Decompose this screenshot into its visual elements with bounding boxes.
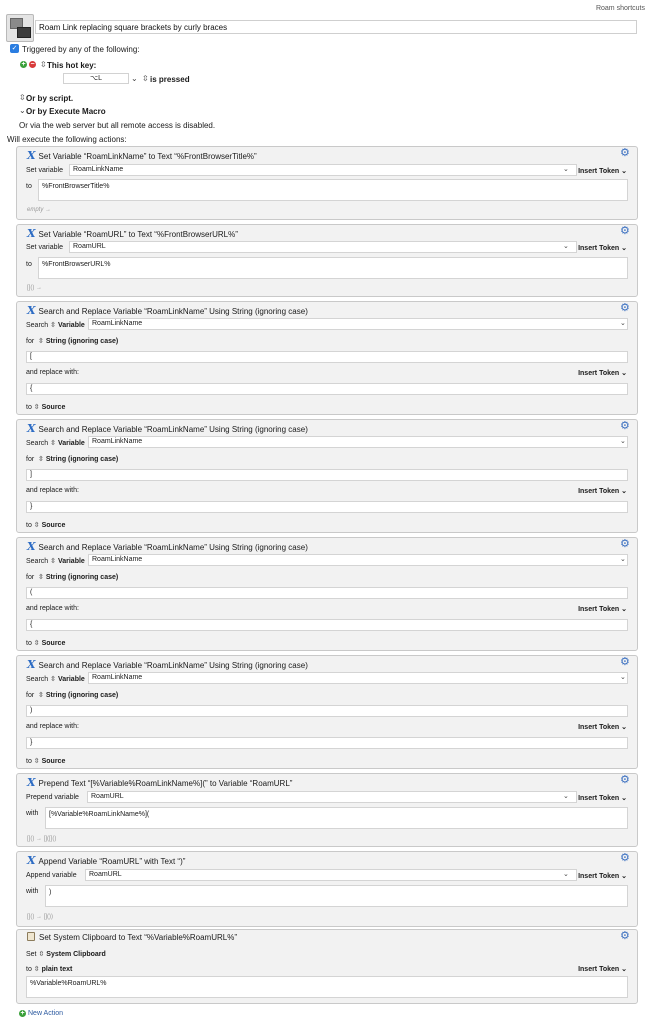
hotkey-field[interactable]: ⌥L — [63, 73, 129, 84]
chevron-down-icon[interactable]: ⌄ — [563, 243, 569, 250]
insert-token-button[interactable]: Insert Token ⌄ — [578, 606, 627, 613]
search-text-field[interactable]: [ — [26, 351, 628, 363]
trigger-label: Triggered by any of the following: — [22, 45, 140, 54]
gear-icon[interactable]: ⚙ — [620, 852, 630, 864]
replace-text-field[interactable]: { — [26, 383, 628, 395]
to-source-label[interactable]: to ⇳ Source — [26, 758, 66, 765]
clipboard-icon — [27, 932, 35, 941]
insert-token-button[interactable]: Insert Token ⌄ — [578, 245, 627, 252]
gear-icon[interactable]: ⚙ — [620, 147, 630, 159]
with-label: with — [26, 810, 39, 817]
search-variable-field[interactable]: RoamLinkName — [88, 672, 628, 684]
gear-icon[interactable]: ⚙ — [620, 656, 630, 668]
chevron-down-icon[interactable]: ⌄ — [563, 871, 569, 878]
clipboard-text-field[interactable]: %Variable%RoamURL% — [26, 976, 628, 998]
variable-x-icon: X — [27, 540, 36, 553]
gear-icon[interactable]: ⚙ — [620, 538, 630, 550]
token-preview: []() → []([]() — [27, 836, 57, 842]
for-label: for ⇳ String (ignoring case) — [26, 692, 119, 699]
chevron-down-icon[interactable]: ⌄ — [620, 438, 626, 445]
insert-token-button[interactable]: Insert Token ⌄ — [578, 168, 627, 175]
chevron-down-icon[interactable]: ⌄ — [620, 674, 626, 681]
replace-text-field[interactable]: } — [26, 501, 628, 513]
search-label: Search ⇳ Variable — [26, 676, 85, 683]
variable-name-field[interactable]: RoamURL — [69, 241, 577, 253]
add-trigger-icon[interactable]: + — [21, 61, 26, 68]
search-label: Search ⇳ Variable — [26, 322, 85, 329]
clipboard-format[interactable]: to ⇳ plain text — [26, 966, 73, 973]
variable-name-field[interactable]: RoamURL — [85, 869, 577, 881]
action-title: X Append Variable “RoamURL” with Text “)” — [27, 854, 186, 867]
for-label: for ⇳ String (ignoring case) — [26, 338, 119, 345]
set-variable-label: Set variable — [26, 167, 63, 174]
chevron-down-icon[interactable]: ⌄ — [620, 556, 626, 563]
insert-token-button[interactable]: Insert Token ⌄ — [578, 795, 627, 802]
action-append-variable[interactable] — [16, 851, 638, 927]
stepper-icon[interactable]: ⇳ — [40, 60, 47, 69]
or-by-script[interactable]: Or by script. — [26, 94, 74, 103]
insert-token-button[interactable]: Insert Token ⌄ — [578, 488, 627, 495]
variable-x-icon: X — [27, 776, 36, 789]
will-execute-label: Will execute the following actions: — [7, 135, 127, 144]
web-server-note: Or via the web server but all remote access is disabled. — [19, 121, 216, 130]
action-title: X Search and Replace Variable “RoamLinkName” Using String (ignoring case) — [27, 540, 308, 553]
variable-name-field[interactable]: RoamLinkName — [69, 164, 577, 176]
insert-token-button[interactable]: Insert Token ⌄ — [578, 966, 627, 973]
search-variable-field[interactable]: RoamLinkName — [88, 554, 628, 566]
variable-x-icon: X — [27, 422, 36, 435]
action-set-clipboard[interactable] — [16, 929, 638, 1004]
action-title: X Search and Replace Variable “RoamLinkName” Using String (ignoring case) — [27, 304, 308, 317]
insert-token-button[interactable]: Insert Token ⌄ — [578, 370, 627, 377]
set-clipboard-label: Set ⇳ System Clipboard — [26, 951, 106, 958]
to-label: to — [26, 261, 32, 268]
action-search-replace-2[interactable] — [16, 419, 638, 533]
chevron-down-icon[interactable]: ⌄ — [563, 793, 569, 800]
chevron-down-icon[interactable]: ⌄ — [563, 166, 569, 173]
search-variable-field[interactable]: RoamLinkName — [88, 318, 628, 330]
append-variable-label: Append variable — [26, 872, 77, 879]
action-title: X Search and Replace Variable “RoamLinkName” Using String (ignoring case) — [27, 658, 308, 671]
text-value-field[interactable]: %FrontBrowserURL% — [38, 257, 628, 279]
hotkey-condition[interactable]: is pressed — [150, 75, 190, 84]
action-set-variable-roamurl[interactable] — [16, 224, 638, 297]
new-action-button[interactable]: + New Action — [20, 1010, 64, 1017]
gear-icon[interactable]: ⚙ — [620, 930, 630, 942]
search-text-field[interactable]: ( — [26, 587, 628, 599]
to-source-label[interactable]: to ⇳ Source — [26, 404, 66, 411]
plus-icon: + — [20, 1010, 25, 1017]
action-title: X Search and Replace Variable “RoamLinkName” Using String (ignoring case) — [27, 422, 308, 435]
variable-name-field[interactable]: RoamURL — [87, 791, 577, 803]
replace-label: and replace with: — [26, 723, 79, 730]
macro-group-name: Roam shortcuts — [595, 5, 645, 12]
action-title: X Set Variable “RoamURL” to Text “%FrontBrowserURL%” — [27, 227, 238, 240]
replace-label: and replace with: — [26, 605, 79, 612]
replace-text-field[interactable]: { — [26, 619, 628, 631]
with-label: with — [26, 888, 39, 895]
action-title: X Prepend Text “[%Variable%RoamLinkName%](” to Variable “RoamURL” — [27, 776, 293, 789]
chevron-down-icon[interactable]: ⌄ — [131, 74, 138, 83]
macro-name-field[interactable]: Roam Link replacing square brackets by curly braces — [35, 20, 637, 34]
token-preview: []() → — [27, 285, 43, 291]
search-label: Search ⇳ Variable — [26, 440, 85, 447]
stepper-icon[interactable]: ⇳ — [19, 93, 26, 102]
variable-x-icon: X — [27, 854, 36, 867]
action-title: X Set Variable “RoamLinkName” to Text “%FrontBrowserTitle%” — [27, 149, 257, 162]
for-label: for ⇳ String (ignoring case) — [26, 574, 119, 581]
gear-icon[interactable]: ⚙ — [620, 420, 630, 432]
token-preview: []() → []()) — [27, 914, 54, 920]
chevron-down-icon[interactable]: ⌄ — [620, 320, 626, 327]
replace-label: and replace with: — [26, 487, 79, 494]
to-label: to — [26, 183, 32, 190]
variable-x-icon: X — [27, 304, 36, 317]
hotkey-label: This hot key: — [47, 61, 97, 70]
search-label: Search ⇳ Variable — [26, 558, 85, 565]
action-search-replace-3[interactable] — [16, 537, 638, 651]
gear-icon[interactable]: ⚙ — [620, 225, 630, 237]
text-value-field[interactable]: ) — [45, 885, 628, 907]
action-prepend-text[interactable] — [16, 773, 638, 847]
macro-icon[interactable] — [6, 14, 34, 42]
token-preview: empty → — [27, 207, 52, 213]
action-search-replace-1[interactable] — [16, 301, 638, 415]
remove-trigger-icon[interactable]: − — [30, 61, 35, 68]
variable-x-icon: X — [27, 149, 36, 162]
search-text-field[interactable]: ] — [26, 469, 628, 481]
text-value-field[interactable]: [%Variable%RoamLinkName%]( — [45, 807, 628, 829]
variable-x-icon: X — [27, 227, 36, 240]
search-text-field[interactable]: ) — [26, 705, 628, 717]
gear-icon[interactable]: ⚙ — [620, 302, 630, 314]
action-search-replace-4[interactable] — [16, 655, 638, 769]
insert-token-button[interactable]: Insert Token ⌄ — [578, 724, 627, 731]
variable-x-icon: X — [27, 658, 36, 671]
replace-text-field[interactable]: } — [26, 737, 628, 749]
set-variable-label: Set variable — [26, 244, 63, 251]
stepper-icon[interactable]: ⇳ — [142, 74, 149, 83]
search-variable-field[interactable]: RoamLinkName — [88, 436, 628, 448]
action-title: Set System Clipboard to Text “%Variable%RoamURL%” — [27, 932, 237, 942]
gear-icon[interactable]: ⚙ — [620, 774, 630, 786]
insert-token-button[interactable]: Insert Token ⌄ — [578, 873, 627, 880]
text-value-field[interactable]: %FrontBrowserTitle% — [38, 179, 628, 201]
action-set-variable-roamlinkname[interactable] — [16, 146, 638, 220]
to-source-label[interactable]: to ⇳ Source — [26, 522, 66, 529]
replace-label: and replace with: — [26, 369, 79, 376]
chevron-down-icon[interactable]: ⌄ — [19, 106, 26, 115]
or-by-execute-macro[interactable]: Or by Execute Macro — [26, 107, 106, 116]
trigger-enabled-checkbox[interactable]: ✓ — [11, 45, 18, 52]
for-label: for ⇳ String (ignoring case) — [26, 456, 119, 463]
prepend-variable-label: Prepend variable — [26, 794, 79, 801]
to-source-label[interactable]: to ⇳ Source — [26, 640, 66, 647]
